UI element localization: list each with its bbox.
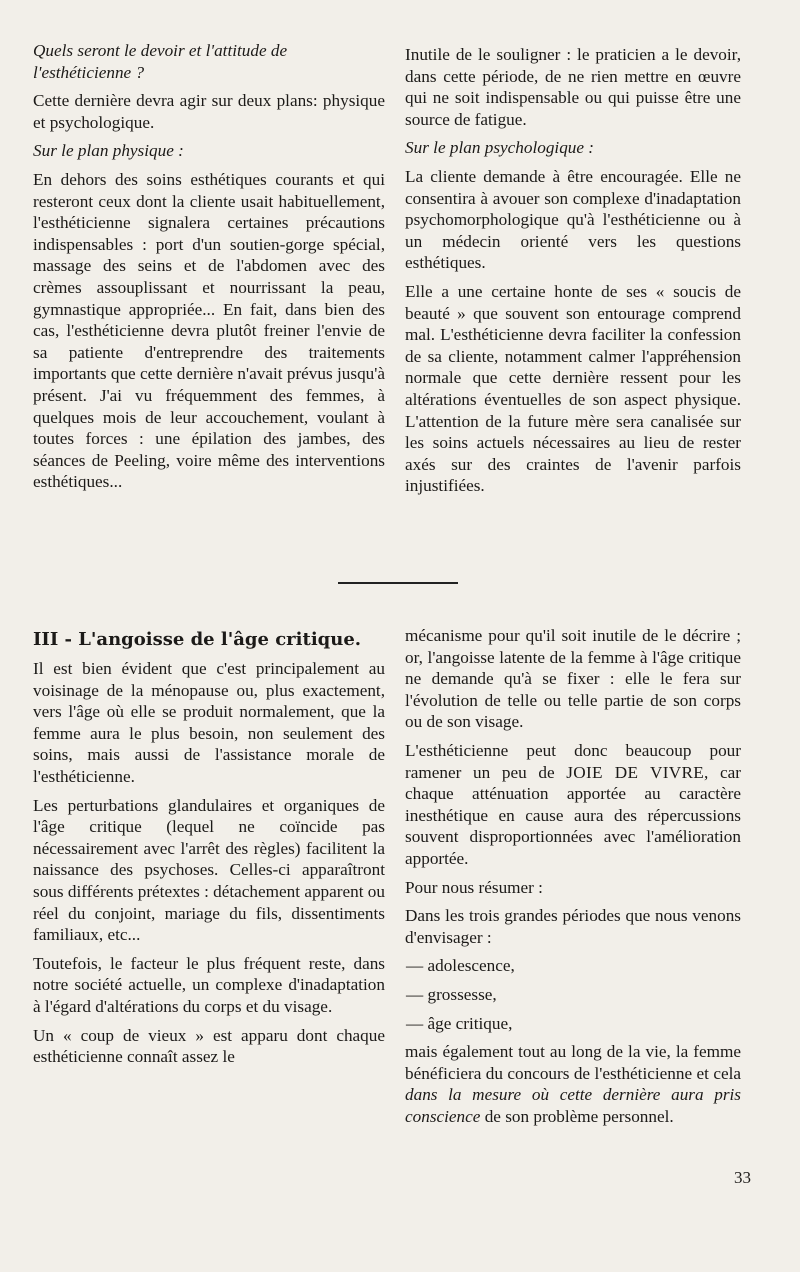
paragraph: [405, 1041, 741, 1127]
page-number: 33: [734, 1168, 751, 1187]
text-run: , car chaque atténuation apportée au caractère inesthétique en cause aura des répercussions souvent disproportionnées avec l'amélioration apportée.: [405, 762, 741, 868]
section2-left-column: [33, 628, 385, 1075]
paragraph: La cliente demande à être encouragée. Elle ne consentira à avouer son complexe d'inadaptation psychomorphologique qu'à l'esthéticienne ou à un médecin orienté vers les questions esthétiques.: [405, 166, 741, 273]
paragraph: Toutefois, le facteur le plus fréquent reste, dans notre société actuelle, un complexe d'inadaptation à l'égard d'altérations du corps et du visage.: [33, 953, 385, 1016]
text-run: de son problème personnel.: [480, 1106, 674, 1126]
section1-right-column: [405, 44, 741, 504]
list-item: — grossesse,: [406, 984, 497, 1004]
paragraph: [405, 740, 741, 870]
paragraph: En dehors des soins esthétiques courants et qui resteront ceux dont la cliente usait habituellement, l'esthéticienne signalera certaines précautions indispensables : port d'un soutien-gorge spécial, massage des seins et de l'abdomen avec des crèmes assouplissant et nourrissant la peau, gymnastique appropriée... En fait, dans bien des cas, l'esthéticienne devra plutôt freiner l'envie de sa patiente d'entreprendre des traitements importants que cette dernière n'avait prévus jusqu'à présent. J'ai vu fréquemment des femmes, à quelques mois de leur accouchement, voulant à toutes forces : une épilation des jambes, des séances de Peeling, voire même des interventions esthétiques...: [33, 169, 385, 492]
section1-left-column: [33, 40, 385, 500]
subheading-physical: Sur le plan physique :: [33, 141, 184, 161]
section-divider: [338, 582, 458, 584]
paragraph: Il est bien évident que c'est principalement au voisinage de la ménopause ou, plus exactement, vers l'âge où elle se produit normalement, que la femme aura le plus besoin, non seulement des soins, mais aussi de l'assistance morale de l'esthéticienne.: [33, 659, 385, 786]
text-run: L'esthéticienne peut donc beaucoup pour ramener un peu de: [405, 740, 741, 782]
paragraph: Cette dernière devra agir sur deux plans: physique et psychologique.: [33, 91, 385, 132]
paragraph: Pour nous résumer :: [405, 877, 543, 897]
paragraph: Les perturbations glandulaires et organiques de l'âge critique (lequel ne coïncide pas nécessairement avec l'arrêt des règles) facilitent la naissance des psychoses. Celles-ci apparaîtront sous différents prétextes : détachement apparent ou réel du conjoint, mariage du fils, dissentiments familiaux, etc...: [33, 795, 385, 945]
list-item: — âge critique,: [406, 1013, 513, 1033]
italic-text-run: dans la mesure où cette dernière aura pris conscience: [405, 1085, 741, 1126]
list-item: — adolescence,: [406, 956, 515, 976]
section-heading: III - L'angoisse de l'âge critique.: [33, 629, 362, 650]
text-run: mais également tout au long de la vie, la femme bénéficiera du concours de l'esthéticienne et cela: [405, 1042, 741, 1083]
paragraph: mécanisme pour qu'il soit inutile de le décrire ; or, l'angoisse latente de la femme à l'âge critique ne demande qu'à se fixer : elle le fera sur l'évolution de telle ou telle partie de son corps ou de son visage.: [405, 626, 741, 732]
paragraph: Elle a une certaine honte de ses « soucis de beauté » que souvent son entourage comprend mal. L'esthéticienne devra faciliter la confession de sa cliente, notamment calmer l'appréhension normale que cette dernière ressent pour les altérations éventuelles de son aspect physique. L'attention de la future mère sera canalisée sur les soins actuels nécessaires au lieu de rester axés sur des craintes de l'avenir parfois injustifiées.: [405, 281, 741, 496]
paragraph: Inutile de le souligner : le praticien a le devoir, dans cette période, de ne rien mettre en œuvre qui ne soit indispensable ou qui puisse être une source de fatigue.: [405, 45, 741, 129]
joie-de-vivre-text: JOIE DE VIVRE: [566, 762, 705, 782]
section-question: Quels seront le devoir et l'attitude de l'esthéticienne ?: [33, 41, 288, 82]
paragraph: Dans les trois grandes périodes que nous venons d'envisager :: [405, 906, 741, 947]
section2-right-column: [405, 625, 741, 1134]
subheading-psychological: Sur le plan psychologique :: [405, 138, 595, 158]
paragraph: Un « coup de vieux » est apparu dont chaque esthéticienne connaît assez le: [33, 1025, 385, 1067]
